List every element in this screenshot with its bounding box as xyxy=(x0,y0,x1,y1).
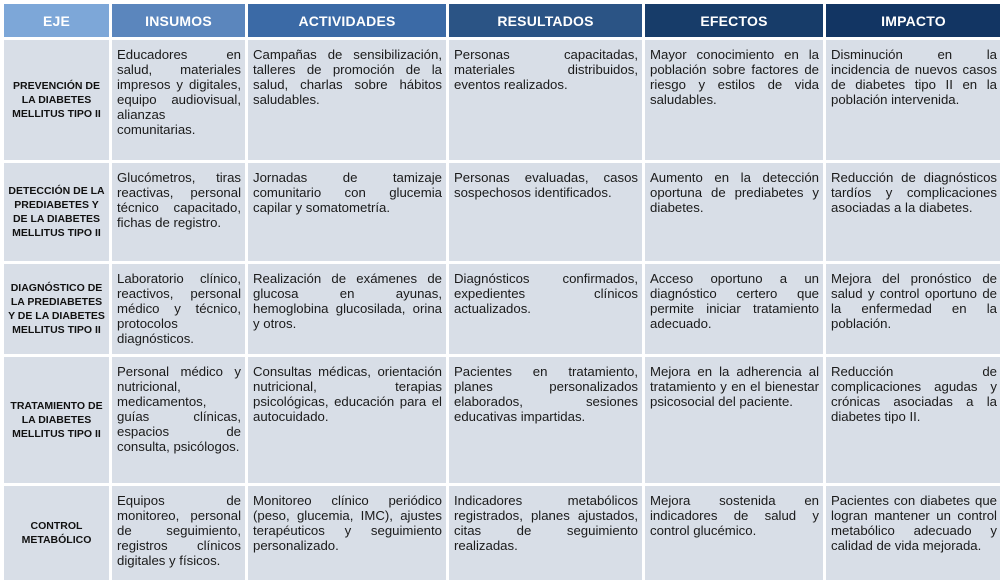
row-impacto: Mejora del pronóstico de salud y control oportuno de la enfermedad en la población. xyxy=(826,264,1000,354)
row-impacto: Reducción de diagnósticos tardíos y complicaciones asociadas a la diabetes. xyxy=(826,163,1000,261)
row-actividades: Realización de exámenes de glucosa en ayunas, hemoglobina glucosilada, orina y otros. xyxy=(248,264,446,354)
row-efectos: Mejora en la adherencia al tratamiento y en el bienestar psicosocial del paciente. xyxy=(645,357,823,483)
header-eje: EJE xyxy=(4,4,109,37)
row-eje: PREVENCIÓN DE LA DIABETES MELLITUS TIPO II xyxy=(4,40,109,160)
row-eje: DIAGNÓSTICO DE LA PREDIABETES Y DE LA DIABETES MELLITUS TIPO II xyxy=(4,264,109,354)
row-efectos: Mejora sostenida en indicadores de salud y control glucémico. xyxy=(645,486,823,580)
row-efectos: Aumento en la detección oportuna de prediabetes y diabetes. xyxy=(645,163,823,261)
row-insumos: Personal médico y nutricional, medicamentos, guías clínicas, espacios de consulta, psicólogos. xyxy=(112,357,245,483)
row-eje: TRATAMIENTO DE LA DIABETES MELLITUS TIPO II xyxy=(4,357,109,483)
row-resultados: Indicadores metabólicos registrados, planes ajustados, citas de seguimiento realizadas. xyxy=(449,486,642,580)
row-efectos: Acceso oportuno a un diagnóstico certero que permite iniciar tratamiento adecuado. xyxy=(645,264,823,354)
row-eje: CONTROL METABÓLICO xyxy=(4,486,109,580)
row-eje: DETECCIÓN DE LA PREDIABETES Y DE LA DIABETES MELLITUS TIPO II xyxy=(4,163,109,261)
row-actividades: Campañas de sensibilización, talleres de promoción de la salud, charlas sobre hábitos saludables. xyxy=(248,40,446,160)
header-impacto: IMPACTO xyxy=(826,4,1000,37)
row-insumos: Glucómetros, tiras reactivas, personal técnico capacitado, fichas de registro. xyxy=(112,163,245,261)
row-impacto: Reducción de complicaciones agudas y crónicas asociadas a la diabetes tipo II. xyxy=(826,357,1000,483)
row-insumos: Educadores en salud, materiales impresos y digitales, equipo audiovisual, alianzas comunitarias. xyxy=(112,40,245,160)
row-resultados: Pacientes en tratamiento, planes personalizados elaborados, sesiones educativas impartidas. xyxy=(449,357,642,483)
row-actividades: Jornadas de tamizaje comunitario con glucemia capilar y somatometría. xyxy=(248,163,446,261)
row-resultados: Personas capacitadas, materiales distribuidos, eventos realizados. xyxy=(449,40,642,160)
row-insumos: Laboratorio clínico, reactivos, personal médico y técnico, protocolos diagnósticos. xyxy=(112,264,245,354)
row-efectos: Mayor conocimiento en la población sobre factores de riesgo y estilos de vida saludables. xyxy=(645,40,823,160)
header-resultados: RESULTADOS xyxy=(449,4,642,37)
row-resultados: Diagnósticos confirmados, expedientes clínicos actualizados. xyxy=(449,264,642,354)
header-actividades: ACTIVIDADES xyxy=(248,4,446,37)
row-actividades: Monitoreo clínico periódico (peso, glucemia, IMC), ajustes terapéuticos y seguimiento personalizado. xyxy=(248,486,446,580)
row-impacto: Pacientes con diabetes que logran mantener un control metabólico adecuado y calidad de vida mejorada. xyxy=(826,486,1000,580)
header-efectos: EFECTOS xyxy=(645,4,823,37)
row-insumos: Equipos de monitoreo, personal de seguimiento, registros clínicos digitales y físicos. xyxy=(112,486,245,580)
row-resultados: Personas evaluadas, casos sospechosos identificados. xyxy=(449,163,642,261)
header-insumos: INSUMOS xyxy=(112,4,245,37)
row-impacto: Disminución en la incidencia de nuevos casos de diabetes tipo II en la población intervenida. xyxy=(826,40,1000,160)
row-actividades: Consultas médicas, orientación nutricional, terapias psicológicas, educación para el autocuidado. xyxy=(248,357,446,483)
